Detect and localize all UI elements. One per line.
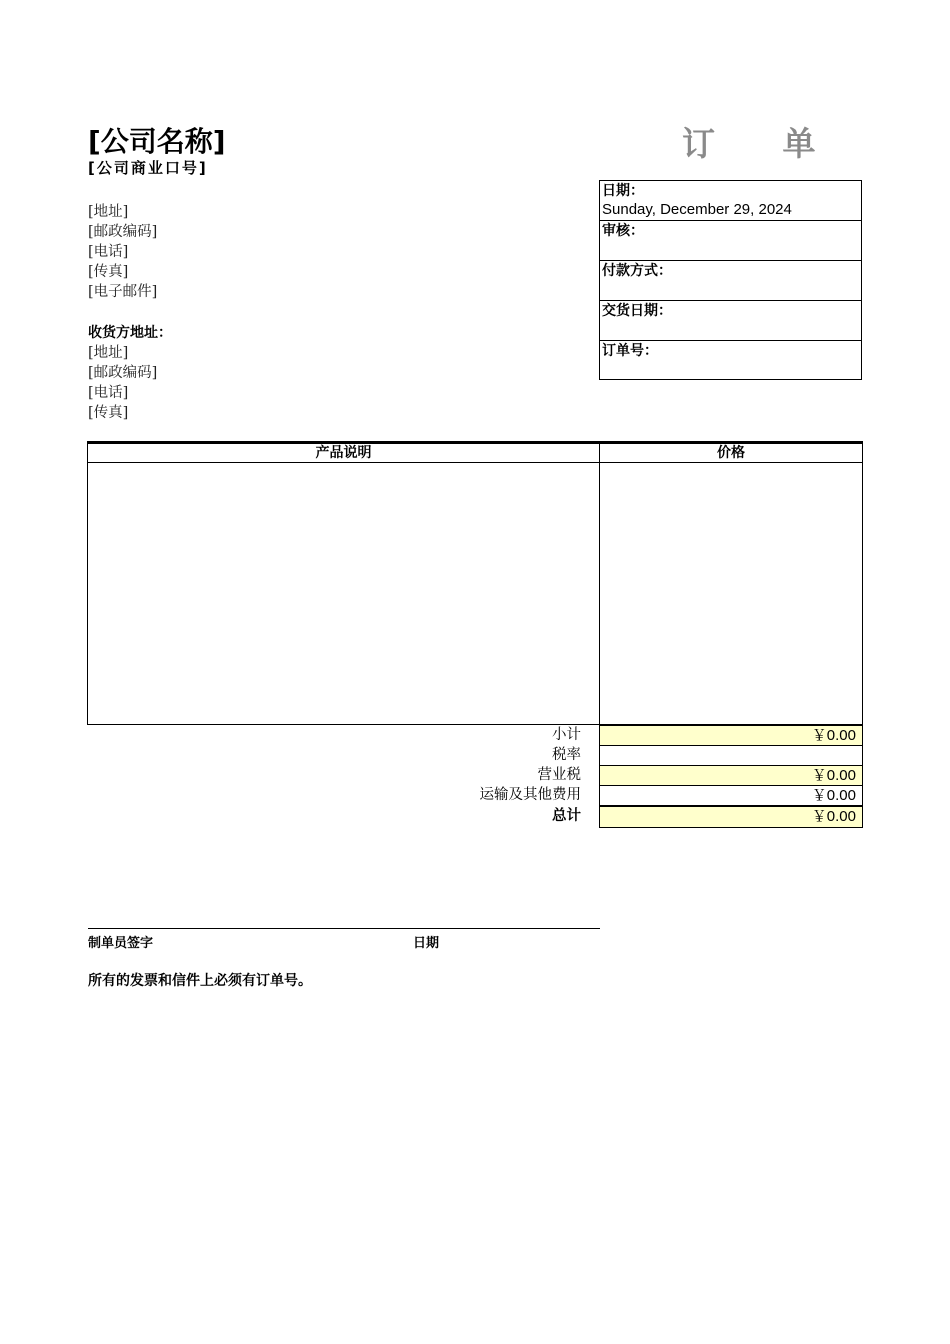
ship-to-address[interactable]: [地址] xyxy=(88,345,129,361)
subtotal-label: 小计 xyxy=(552,727,581,743)
order-number-label: 订单号： xyxy=(602,343,658,359)
date-value[interactable]: Sunday, December 29, 2024 xyxy=(602,201,792,218)
date-label: 日期： xyxy=(602,183,644,199)
delivery-date-label: 交货日期： xyxy=(602,303,672,319)
company-name[interactable]: [公司名称] xyxy=(88,125,226,158)
sender-email[interactable]: [电子邮件] xyxy=(88,284,158,300)
order-info-box xyxy=(599,180,862,380)
ship-to-label: 收货方地址： xyxy=(88,325,172,341)
footer-note: 所有的发票和信件上必须有订单号。 xyxy=(88,973,312,989)
subtotal-value[interactable]: ￥0.00 xyxy=(599,725,863,746)
shipping-label: 运输及其他费用 xyxy=(479,787,581,803)
tax-rate-value[interactable] xyxy=(599,745,863,766)
price-column-header: 价格 xyxy=(600,444,862,463)
ship-to-postcode[interactable]: [邮政编码] xyxy=(88,365,158,381)
signature-line xyxy=(88,928,600,929)
delivery-date-field[interactable] xyxy=(600,301,861,341)
date-field[interactable] xyxy=(600,181,861,221)
order-number-field[interactable] xyxy=(600,341,861,381)
company-slogan[interactable]: [公司商业口号] xyxy=(88,159,208,177)
ship-to-fax[interactable]: [传真] xyxy=(88,405,129,421)
approve-label: 审核： xyxy=(602,223,644,239)
shipping-value[interactable]: ￥0.00 xyxy=(599,785,863,806)
signer-label: 制单员签字 xyxy=(88,936,154,951)
approve-field[interactable] xyxy=(600,221,861,261)
column-divider xyxy=(599,463,600,724)
ship-to-phone[interactable]: [电话] xyxy=(88,385,129,401)
desc-column-header: 产品说明 xyxy=(88,444,600,463)
sender-address[interactable]: [地址] xyxy=(88,204,129,220)
document-title: 订 单 xyxy=(682,124,844,163)
sender-fax[interactable]: [传真] xyxy=(88,264,129,280)
total-label: 总计 xyxy=(552,808,581,824)
sender-phone[interactable]: [电话] xyxy=(88,244,129,260)
sender-postcode[interactable]: [邮政编码] xyxy=(88,224,158,240)
items-table xyxy=(87,441,863,725)
payment-label: 付款方式： xyxy=(602,263,672,279)
signature-date-label: 日期 xyxy=(413,936,440,951)
tax-rate-label: 税率 xyxy=(552,747,581,763)
sales-tax-value[interactable]: ￥0.00 xyxy=(599,765,863,786)
total-value[interactable]: ￥0.00 xyxy=(599,806,863,828)
sales-tax-label: 营业税 xyxy=(537,767,581,783)
payment-field[interactable] xyxy=(600,261,861,301)
